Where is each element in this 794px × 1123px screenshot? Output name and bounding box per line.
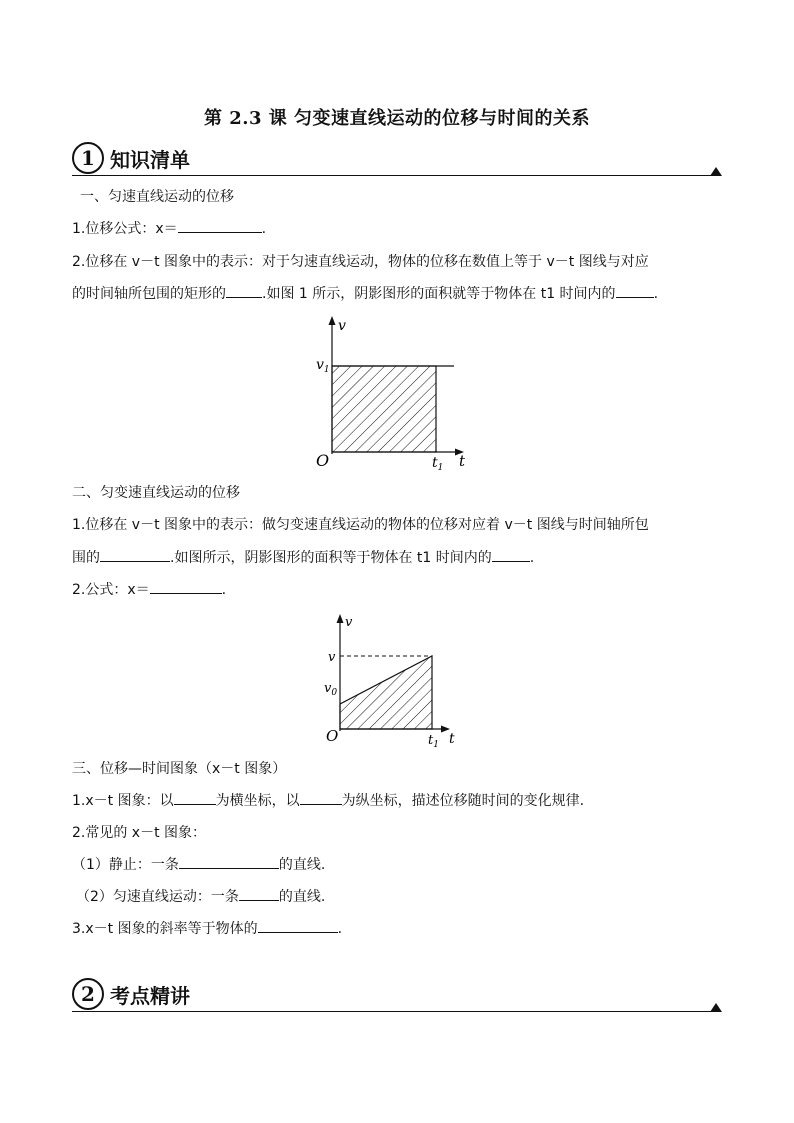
text-line: 1.位移在 v－t 图象中的表示：做匀变速直线运动的物体的位移对应着 v－t 图线与时间轴所包 — [72, 517, 649, 533]
text-line — [72, 790, 584, 810]
fill-blank[interactable] — [300, 790, 342, 805]
section-number-badge: 2 — [72, 978, 104, 1010]
text-span: 的直线. — [278, 857, 326, 873]
text-line: 2.位移在 v－t 图象中的表示：对于匀速直线运动，物体的位移在数值上等于 v－t 图线与对应 — [72, 254, 649, 270]
fill-blank[interactable] — [150, 579, 222, 594]
text-span: 为纵坐标，描述位移随时间的变化规律. — [341, 793, 585, 809]
section-number-badge: 1 — [72, 142, 104, 174]
figure-2-vt-trapezoid — [318, 610, 468, 750]
origin-label: O — [326, 727, 339, 745]
text-span: 1.位移公式：x＝ — [72, 221, 178, 237]
arrow-icon — [337, 614, 344, 623]
v1-label: $v_1$ — [316, 357, 330, 375]
fill-blank[interactable] — [492, 547, 530, 562]
v-axis-label: v — [338, 318, 346, 334]
text-span: .如图所示，阴影图形的面积等于物体在 t1 时间内的 — [170, 550, 492, 566]
text-span: .如图 1 所示，阴影图形的面积就等于物体在 t1 时间内的 — [262, 286, 616, 302]
text-span: 2.公式：x＝ — [72, 582, 150, 598]
t-axis-label: t — [449, 731, 455, 747]
text-line: 的时间轴所包围的矩形的 .如图 1 所示，阴影图形的面积就等于物体在 t1 时间内的 . — [72, 283, 658, 303]
text-span: 围的 — [72, 550, 100, 566]
t-axis-label: t — [459, 452, 466, 470]
triangle-icon — [710, 1003, 722, 1012]
text-line: 2.常见的 x－t 图象： — [72, 825, 207, 841]
text-span: （2）匀速直线运动：一条 — [76, 889, 239, 905]
t1-label: $t_1$ — [428, 733, 439, 750]
section-rule — [72, 1011, 716, 1012]
text-span: 1.x－t 图象：以 — [72, 793, 174, 809]
section-title: 考点精讲 — [110, 984, 190, 1008]
fill-blank[interactable] — [258, 918, 338, 933]
page-title: 第 2.3 课 匀变速直线运动的位移与时间的关系 — [203, 108, 591, 129]
text-span: 3.x－t 图象的斜率等于物体的 — [72, 921, 258, 937]
section-title: 知识清单 — [110, 148, 190, 172]
text-line — [72, 854, 325, 874]
subheading-accelerated: 二、匀变速直线运动的位移 — [72, 485, 240, 501]
text-line: 围的 .如图所示，阴影图形的面积等于物体在 t1 时间内的 . — [72, 547, 534, 567]
text-span: 为横坐标，以 — [215, 793, 300, 809]
t1-label: $t_1$ — [432, 455, 444, 473]
text-line: 3.x－t 图象的斜率等于物体的 . — [72, 918, 342, 938]
subheading-uniform: 一、匀速直线运动的位移 — [80, 189, 234, 205]
figure-1-vt-rectangle — [312, 314, 482, 474]
v0-label: $v_0$ — [324, 681, 338, 698]
section-header-key-points — [72, 978, 722, 1012]
text-span: 的时间轴所包围的矩形的 — [72, 286, 226, 302]
v-axis-label: v — [345, 615, 353, 630]
fill-blank[interactable] — [239, 886, 279, 901]
shaded-area — [340, 656, 432, 729]
fill-blank[interactable] — [174, 790, 216, 805]
section-rule — [72, 175, 716, 176]
text-line: 1.位移公式：x＝ . — [72, 218, 266, 238]
section-header-knowledge — [72, 142, 722, 176]
arrow-icon — [329, 316, 336, 325]
fill-blank[interactable] — [226, 283, 262, 298]
subheading-xt-graph: 三、位移—时间图象（x－t 图象） — [72, 761, 287, 777]
fill-blank[interactable] — [179, 854, 279, 869]
v-label: v — [328, 650, 336, 665]
text-line: 2.公式：x＝ . — [72, 579, 226, 599]
text-span: 的直线. — [278, 889, 326, 905]
text-line — [76, 886, 325, 906]
text-span: （1）静止：一条 — [72, 857, 179, 873]
fill-blank[interactable] — [100, 547, 170, 562]
shaded-area — [332, 366, 436, 452]
fill-blank[interactable] — [178, 218, 262, 233]
triangle-icon — [710, 167, 722, 176]
origin-label: O — [316, 451, 330, 470]
fill-blank[interactable] — [616, 283, 654, 298]
